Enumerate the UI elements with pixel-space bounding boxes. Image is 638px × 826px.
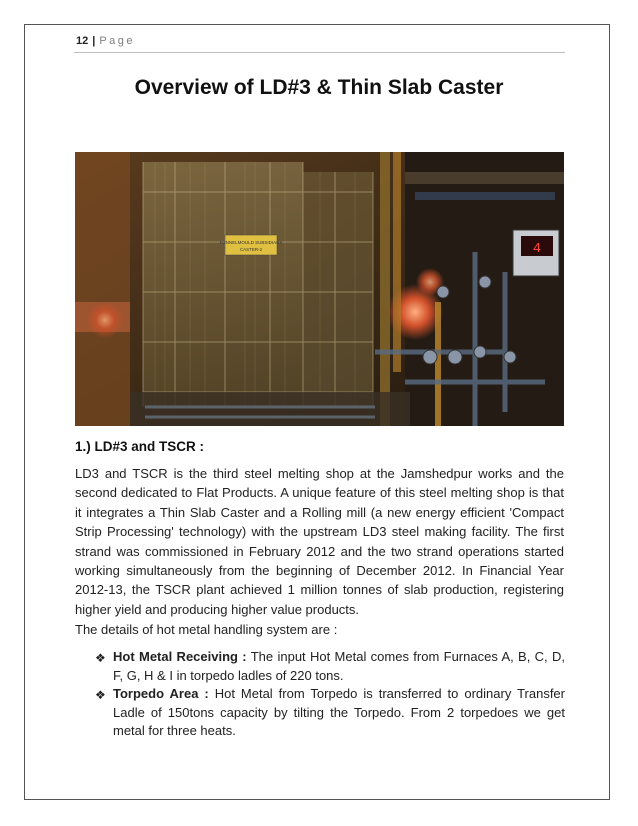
diamond-bullet-icon: ❖ bbox=[95, 651, 106, 665]
list-item bbox=[95, 648, 565, 685]
page-number: 12 bbox=[76, 35, 89, 47]
bullet-lead: Hot Metal Receiving : bbox=[113, 649, 247, 664]
header-separator: | bbox=[92, 35, 96, 47]
list-item bbox=[95, 685, 565, 741]
meter-value: 4 bbox=[532, 241, 542, 257]
page-title: Overview of LD#3 & Thin Slab Caster bbox=[134, 76, 504, 99]
page-header bbox=[76, 35, 135, 47]
sign-line2: CASTER-2 bbox=[239, 247, 263, 252]
bullet-list bbox=[95, 648, 565, 741]
caster-photo bbox=[75, 152, 564, 426]
cage-structure bbox=[143, 162, 373, 407]
details-intro: The details of hot metal handling system are : bbox=[75, 622, 338, 637]
page-word: Page bbox=[99, 35, 136, 47]
bullet-lead: Torpedo Area : bbox=[113, 686, 209, 701]
sign-line1: FUNNELMOULD SUBSIDIARY bbox=[219, 240, 283, 245]
bullet-text: Hot Metal from Torpedo is transferred to ordinary Transfer Ladle of 150tons capacity by tilting the Torpedo. From 2 torpedoes we get metal for three heats. bbox=[113, 686, 565, 738]
header-rule bbox=[74, 52, 565, 53]
section-paragraph: LD3 and TSCR is the third steel melting shop at the Jamshedpur works and the second dedicated to Flat Products. A unique feature of this steel melting shop is that it integrates a Thin Slab Caster and a Rolling mill (a new energy efficient 'Compact Strip Processing' technology) with the upstream LD3 steel making facility. The first strand was commissioned in February 2012 and the two strand operations started working simultaneously from the beginning of December 2012. In Financial Year 2012-13, the TSCR plant achieved 1 million tonnes of slab production, registering higher yield and producing higher value products. bbox=[75, 466, 564, 617]
section-heading: 1.) LD#3 and TSCR : bbox=[75, 439, 205, 454]
diamond-bullet-icon: ❖ bbox=[95, 688, 106, 702]
bullet-text: The input Hot Metal comes from Furnaces A, B, C, D, F, G, H & I in torpedo ladles of 220 tons. bbox=[113, 649, 566, 683]
